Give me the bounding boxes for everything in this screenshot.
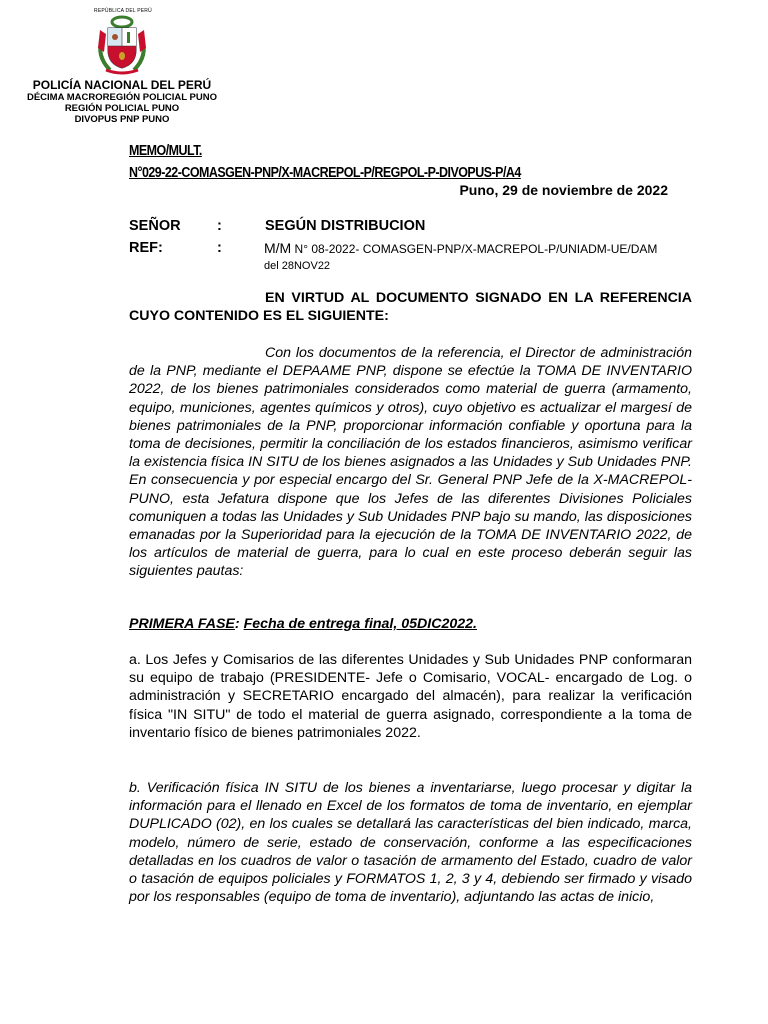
phase-heading	[129, 615, 692, 633]
region-name: REGIÓN POLICIAL PUNO	[64, 103, 180, 114]
macroregion-name: DÉCIMA MACROREGIÓN POLICIAL PUNO	[26, 92, 217, 103]
division-name: DIVOPUS PNP PUNO	[74, 114, 170, 125]
peru-coat-of-arms-icon	[92, 8, 152, 76]
recipient-value: SEGÚN DISTRIBUCION	[265, 218, 426, 234]
recipient-colon: :	[217, 218, 222, 234]
body-paragraph-1-text: Con los documentos de la referencia, el Director de administración de la PNP, mediante el DEPAAME PNP, dispone se efectúe la TOMA DE INVENTARIO 2022, de los bienes patrimoniales considerados como material de guerra (armamento, equipo, municiones, agentes químicos y otros), cuyo objetivo es actualizar el margesí de bienes patrimoniales de la PNP, proporcionar información confiable y oportuna para la toma de decisiones, permitir la conciliación de los estados financieros, asimismo verificar la existencia física IN SITU de los bienes asignados a las Unidades y Sub Unidades PNP. En consecuencia y por especial encargo del Sr. General PNP Jefe de la X-MACREPOL-PUNO, esta Jefatura dispone que los Jefes de las diferentes Divisiones Policiales comuniquen a todas las Unidades y Sub Unidades PNP bajo su mando, las disposiciones emanadas por la Superioridad para la ejecución de la TOMA DE INVENTARIO 2022, de los artículos de material de guerra, para lo cual en este proceso deberán seguir las siguientes pautas:	[129, 345, 692, 580]
memo-number: N°029-22-COMASGEN-PNP/X-MACREPOL-P/REGPOL-P-DIVOPUS-P/A4	[129, 165, 521, 181]
memo-date: Puno, 29 de noviembre de 2022	[459, 182, 668, 198]
phase-separator: :	[234, 616, 244, 632]
item-b: b. Verificación física IN SITU de los bienes a inventariarse, luego procesar y digitar la información para el llenado en Excel de los formatos de toma de inventario, en ejemplar DUPLICADO (02), en los cuales se detallará las características del bien indicado, marca, modelo, número de serie, estado de conservación, conforme a las especificaciones detalladas en los cuadros de valor o tasación de armamento del Estado, cuadro de valor o tasación de equipos policiales y FORMATOS 1, 2, 3 y 4, debiendo ser firmado y visado por los responsables (equipo de toma de inventario), adjuntando las actas de inicio,	[129, 780, 692, 906]
memo-title-line1: MEMO/MULT.	[129, 143, 202, 159]
body-paragraph-1	[129, 344, 692, 581]
intro-text: EN VIRTUD AL DOCUMENTO SIGNADO EN LA REFERENCIA CUYO CONTENIDO ES EL SIGUIENTE:	[129, 290, 692, 325]
memo-title	[129, 140, 521, 184]
item-a: a. Los Jefes y Comisarios de las diferentes Unidades y Sub Unidades PNP conformaran su equipo de trabajo (PRESIDENTE- Jefe o Comisario, VOCAL- encargado de Log. o administración y SECRETARIO encargado del almacén), para realizar la verificación física "IN SITU" de todo el material de guerra asignado, correspondiente a la toma de inventario físico de bienes patrimoniales 2022.	[129, 652, 692, 741]
reference-value	[264, 240, 704, 274]
reference-colon: :	[217, 240, 222, 256]
institution-header	[12, 78, 232, 125]
reference-date: 28NOV22	[278, 260, 331, 272]
crest-legend: REPÚBLICA DEL PERÚ	[94, 8, 152, 14]
reference-del: del	[264, 260, 279, 272]
reference-label: REF:	[129, 240, 163, 256]
reference-number: N° 08-2022- COMASGEN-PNP/X-MACREPOL-P/UNIADM-UE/DAM	[291, 242, 658, 256]
reference-mm: M/M	[264, 240, 292, 256]
phase-label: PRIMERA FASE	[129, 616, 235, 632]
institution-name: POLICÍA NACIONAL DEL PERÚ	[32, 78, 212, 92]
recipient-label: SEÑOR	[129, 218, 181, 234]
phase-deadline: Fecha de entrega final, 05DIC2022.	[243, 616, 477, 632]
intro-paragraph	[129, 289, 692, 325]
